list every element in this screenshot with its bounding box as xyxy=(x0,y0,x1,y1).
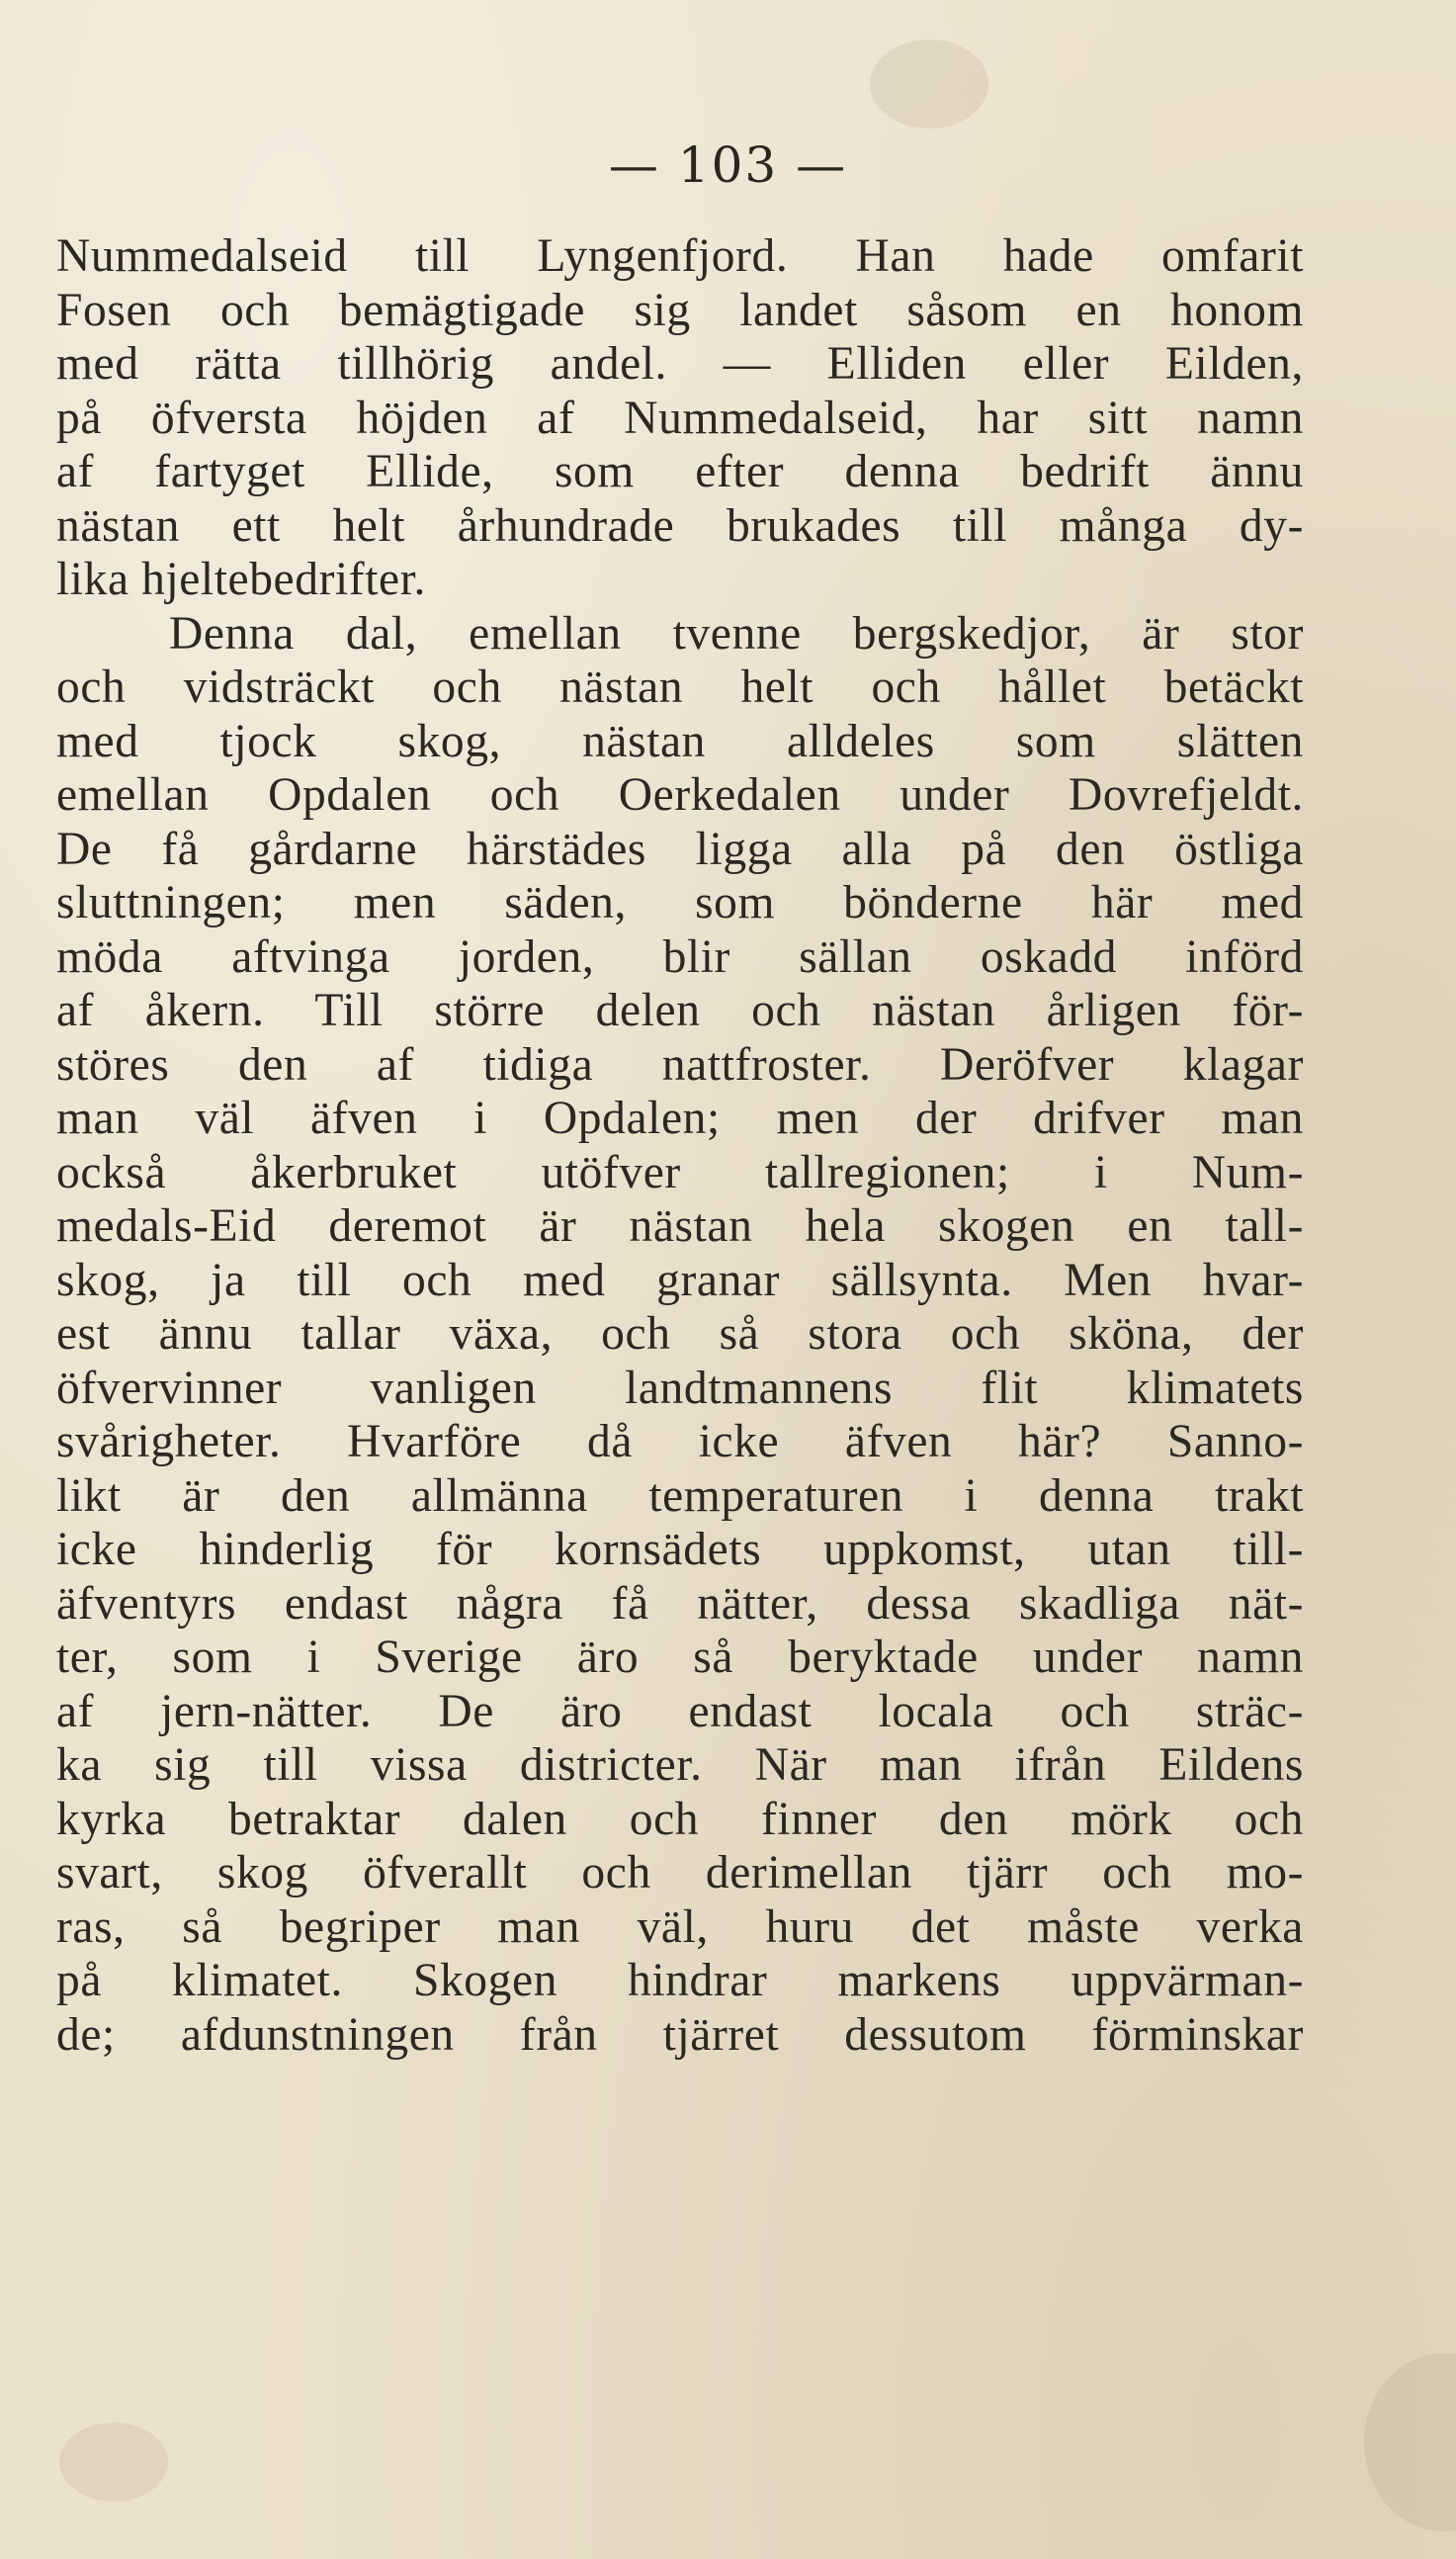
text-line: af åkern. Till större delen och nästan årligen för- xyxy=(56,985,1304,1036)
text-line: öfvervinner vanligen landtmannens flit klimatets xyxy=(56,1362,1304,1414)
text-line: af fartyget Ellide, som efter denna bedrift ännu xyxy=(56,446,1304,497)
text-line: de; afdunstningen från tjärret dessutom förminskar xyxy=(56,2008,1304,2061)
text-line: af jern-nätter. De äro endast locala och sträc- xyxy=(56,1685,1304,1737)
text-line: med rätta tillhörig andel. — Elliden eller Eilden, xyxy=(56,338,1304,390)
paper-stain xyxy=(1364,2353,1456,2531)
text-line: skog, ja till och med granar sällsynta. Men hvar- xyxy=(56,1254,1304,1306)
text-line: svårigheter. Hvarföre då icke äfven här? Sanno- xyxy=(56,1416,1304,1467)
text-line: med tjock skog, nästan alldeles som slätten xyxy=(56,715,1304,767)
text-line: ras, så begriper man väl, huru det måste verka xyxy=(56,1900,1304,1953)
text-line: Denna dal, emellan tvenne bergskedjor, är stor xyxy=(169,607,1304,660)
text-line: ter, som i Sverige äro så beryktade under namn xyxy=(56,1632,1304,1683)
text-line: medals-Eid deremot är nästan hela skogen en tall- xyxy=(56,1200,1304,1252)
text-line: likt är den allmänna temperaturen i denna trakt xyxy=(56,1469,1304,1522)
text-line: ka sig till vissa districter. När man ifrån Eildens xyxy=(56,1739,1304,1791)
paper-stain xyxy=(870,40,988,129)
text-line: sluttningen; men säden, som bönderne här med xyxy=(56,877,1304,928)
text-line: också åkerbruket utöfver tallregionen; i Num- xyxy=(56,1146,1304,1198)
text-line: störes den af tidiga nattfroster. Deröfver klagar xyxy=(56,1038,1304,1091)
text-line: äfventyrs endast några få nätter, dessa skadliga nät- xyxy=(56,1577,1304,1630)
body-text xyxy=(56,229,1304,2062)
text-line: möda aftvinga jorden, blir sällan oskadd införd xyxy=(56,930,1304,983)
text-line: nästan ett helt århundrade brukades till många dy- xyxy=(56,499,1304,552)
paper-stain xyxy=(59,2423,168,2502)
text-line: på öfversta höjden af Nummedalseid, har sitt namn xyxy=(56,392,1304,444)
page-number: — 103 — xyxy=(608,136,848,194)
text-line: Fosen och bemägtigade sig landet såsom en honom xyxy=(56,284,1304,336)
text-line: kyrka betraktar dalen och finner den mörk och xyxy=(56,1793,1304,1845)
text-line: icke hinderlig för kornsädets uppkomst, utan till- xyxy=(56,1524,1304,1575)
text-line: på klimatet. Skogen hindrar markens uppvärman- xyxy=(56,1955,1304,2006)
text-line: man väl äfven i Opdalen; men der drifver man xyxy=(56,1093,1304,1144)
text-line: emellan Opdalen och Oerkedalen under Dovrefjeldt. xyxy=(56,769,1304,821)
text-line: Nummedalseid till Lyngenfjord. Han hade omfarit xyxy=(56,230,1304,282)
text-line: och vidsträckt och nästan helt och hållet betäckt xyxy=(56,662,1304,713)
text-line: De få gårdarne härstädes ligga alla på den östliga xyxy=(56,823,1304,875)
text-line: est ännu tallar växa, och så stora och sköna, der xyxy=(56,1308,1304,1360)
text-line: lika hjeltebedrifter. xyxy=(56,554,426,605)
text-line: svart, skog öfverallt och derimellan tjärr och mo- xyxy=(56,1847,1304,1898)
